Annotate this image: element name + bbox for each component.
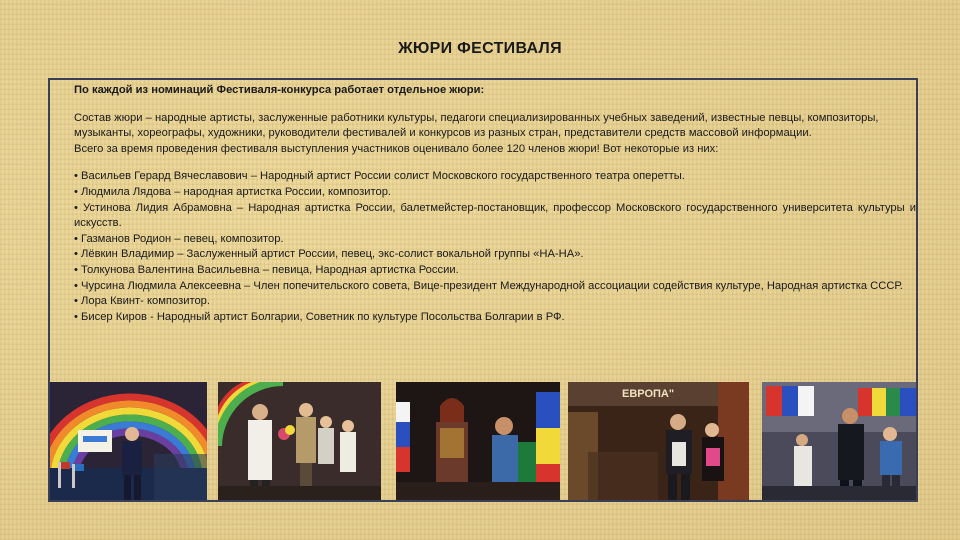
photo-presentation [218,382,381,500]
lead-text: По каждой из номинаций Фестиваля-конкурса работает отдельное жюри: [74,84,485,96]
jury-count-text: Всего за время проведения фестиваля выступления участников оценивало более 120 членов жюри! Вот некоторые из них: [74,142,719,155]
content-body [74,83,916,325]
photo-stage-rainbow [50,382,207,500]
member-item: • Чурсина Людмила Алексеевна – Член попечительского совета, Вице-президент Международной ассоциации содействия культуре, Народная артистка СССР. [74,279,903,292]
photo-strip [50,382,916,500]
photo-europe-stage [568,382,749,500]
member-item: • Бисер Киров - Народный артист Болгарии, Советник по культуре Посольства Болгарии в РФ. [74,310,565,323]
member-item: • Толкунова Валентина Васильевна – певица, Народная артистка России. [74,263,459,276]
photo-flags-stage [762,382,916,500]
slide-title: ЖЮРИ ФЕСТИВАЛЯ [398,40,562,57]
jury-description: Состав жюри – народные артисты, заслуженные работники культуры, педагоги специализированных учебных заведений, известные певцы, композиторы, музыканты, хореографы, художники, руководители фестивалей и конкурсов из разных стран, представители средств массовой информации. [74,111,879,140]
member-item: • Лёвкин Владимир – Заслуженный артист России, певец, экс-солист вокальной группы «НА-НА». [74,248,584,261]
member-item: • Газманов Родион – певец, композитор. [74,232,284,245]
member-item: • Устинова Лидия Абрамовна – Народная артистка России, балетмейстер-постановщик, профессор Московского государственного университета культуры и искусств. [74,201,916,230]
member-item: • Васильев Герард Вячеславович – Народный артист России солист Московского государственного театра оперетты. [74,170,685,183]
member-item: • Людмила Лядова – народная артистка России, композитор. [74,185,392,198]
member-item: • Лора Квинт- композитор. [74,295,211,308]
photo-flags [396,382,560,500]
europe-sign-text: ЕВРОПА" [622,388,675,400]
